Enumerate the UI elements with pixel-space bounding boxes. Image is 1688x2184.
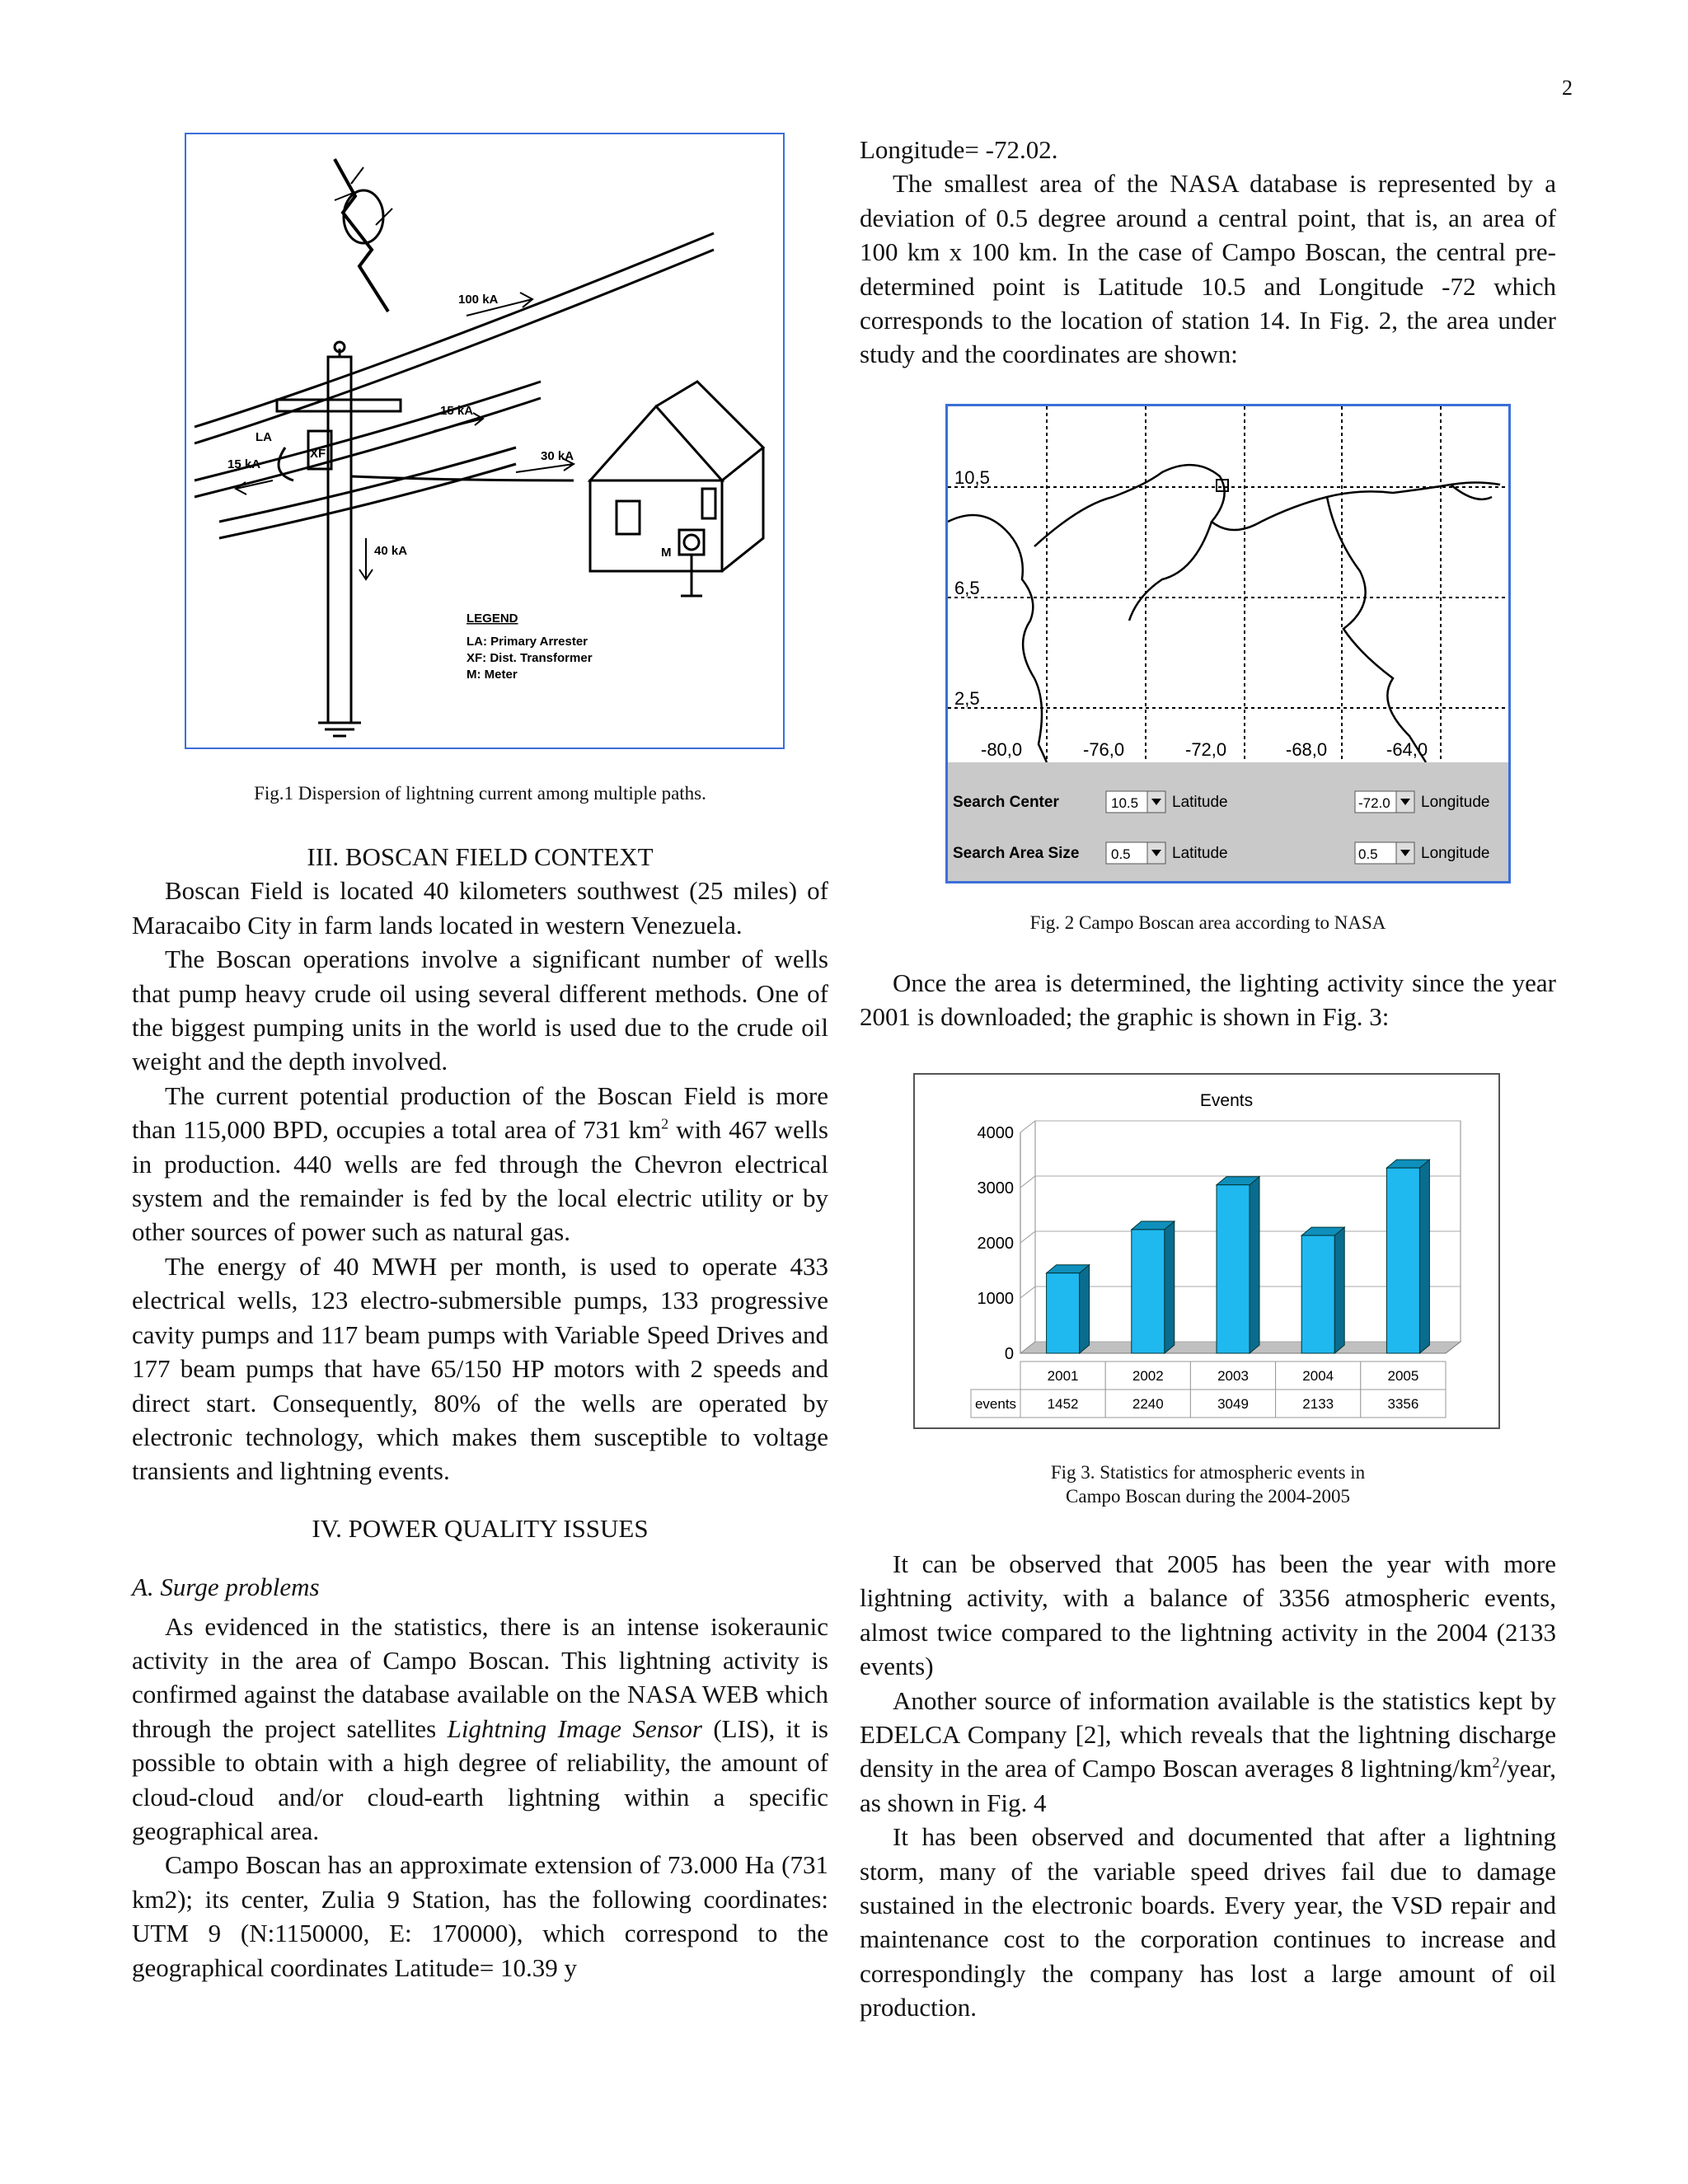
figure-3-events-chart (913, 1073, 1500, 1429)
bar (1047, 1265, 1090, 1353)
y-tick-label: 0 (1004, 1345, 1014, 1363)
paragraph: The Boscan operations involve a significant number of wells that pump heavy crude oil using several different methods. One of the biggest pumping units in the world is used due to the crude oil weight and the depth involved. (132, 944, 828, 1076)
label-xf: XF (310, 447, 326, 461)
lon-tick: -76,0 (1083, 739, 1125, 760)
figure-2-caption: Fig. 2 Campo Boscan area according to NASA (1029, 912, 1386, 933)
center-lon-value: -72.0 (1358, 795, 1390, 811)
lon-tick: -72,0 (1185, 739, 1227, 760)
lon-tick: -68,0 (1286, 739, 1328, 760)
gridline (1020, 1121, 1035, 1132)
table-row-label: events (974, 1396, 1017, 1412)
legend-title: LEGEND (467, 612, 518, 626)
y-tick-label: 2000 (977, 1235, 1014, 1253)
paragraph: It has been observed and documented that after a lightning storm, many of the variable speed drives fail due to damage sustained in the electronic boards. Every year, the VSD repair and maintenance cost to the corporation continues to increase and correspondingly the company has lost a large amount of oil production. (860, 1822, 1556, 2022)
x-category-label: 2005 (1387, 1368, 1419, 1384)
paragraph: The energy of 40 MWH per month, is used to operate 433 electrical wells, 123 electro-submersible pumps, 133 progressive cavity pumps and 117 beam pumps with Variable Speed Drives and 177 beam pumps that have 65/150 HP motors with 2 speeds and direct start. Consequently, 80% of the wells are operated by electronic technology, which makes them susceptible to voltage transients and lightning events. (132, 1251, 828, 1486)
center-lat-value: 10.5 (1111, 795, 1139, 811)
area-lat-value: 0.5 (1111, 846, 1131, 862)
search-center-label: Search Center (953, 794, 1059, 811)
subsection-heading: A. Surge problems (132, 1572, 320, 1602)
y-tick-label: 1000 (977, 1290, 1014, 1308)
legend-item: LA: Primary Arrester (467, 635, 588, 649)
x-category-label: 2001 (1047, 1368, 1079, 1384)
x-category-label: 2002 (1132, 1368, 1164, 1384)
fist-icon (344, 190, 383, 243)
figure-3-caption-line: Campo Boscan during the 2004-2005 (1066, 1486, 1350, 1507)
paragraph: Campo Boscan has an approximate extension of 73.000 Ha (731 km2); its center, Zulia 9 Station, has the following coordinates: UTM 9 (N:1150000, E: 170000), which correspond to the geographical coordinates Latitude= 10.39 y (132, 1850, 828, 1982)
search-area-label: Search Area Size (953, 845, 1080, 862)
figure-1-lightning-dispersion (185, 133, 785, 749)
x-category-label: 2003 (1217, 1368, 1249, 1384)
label-40ka: 40 kA (374, 544, 408, 558)
y-tick-label: 4000 (977, 1124, 1014, 1142)
power-line-1 (195, 233, 714, 427)
paragraph: Longitude= -72.02. (860, 135, 1058, 164)
label-15ka: 15 kA (440, 404, 474, 418)
paragraph: Boscan Field is located 40 kilometers southwest (25 miles) of Maracaibo City in farm lands located in western Venezuela. (132, 876, 828, 940)
search-panel (948, 762, 1508, 881)
figure-3-caption-line: Fig 3. Statistics for atmospheric events in (1050, 1462, 1366, 1483)
page-number: 2 (1562, 76, 1573, 100)
section-4-heading: IV. POWER QUALITY ISSUES (312, 1513, 649, 1543)
longitude-label: Longitude (1421, 845, 1490, 862)
bar (1217, 1177, 1259, 1353)
figure-1-caption: Fig.1 Dispersion of lightning current among multiple paths. (254, 783, 706, 804)
house-roof (590, 406, 722, 480)
paragraph: The smallest area of the NASA database is represented by a deviation of 0.5 degree around a central point, that is, an area of 100 km x 100 km. In the case of Campo Boscan, the central pre-determined point is Latitude 10.5 and Longitude -72 which corresponds to the location of station 14. In Fig. 2, the area under study and the coordinates are shown: (860, 169, 1556, 369)
right-column-top (860, 133, 1556, 372)
table-value: 3049 (1217, 1396, 1249, 1412)
center-lon-select[interactable] (1355, 791, 1414, 813)
label-m: M (661, 546, 672, 560)
label-30ka: 30 kA (541, 449, 574, 463)
paragraph: It can be observed that 2005 has been the year with more lightning activity, with a balance of 3356 atmospheric events, almost twice compared to the lightning activity in the 2004 (2133 events) (860, 1549, 1556, 1681)
section-3-heading: III. BOSCAN FIELD CONTEXT (307, 842, 654, 871)
lon-tick: -80,0 (981, 739, 1023, 760)
paragraph: Once the area is determined, the lighting activity since the year 2001 is downloaded; the graphic is shown in Fig. 3: (860, 968, 1556, 1032)
y-tick-label: 3000 (977, 1179, 1014, 1197)
bar (1386, 1160, 1429, 1353)
lightning-bolt-icon (335, 159, 388, 312)
right-column-mid (860, 966, 1556, 1034)
lon-tick: -64,0 (1386, 739, 1428, 760)
area-lon-value: 0.5 (1358, 846, 1378, 862)
table-value: 1452 (1047, 1396, 1079, 1412)
paragraph: As evidenced in the statistics, there is an intense isokeraunic activity in the area of Campo Boscan. This lightning activity is confirmed against the database available on the NASA WEB which through the project satellites Lightning Image Sensor (LIS), it is possible to obtain with a high degree of reliability, the amount of cloud-cloud and/or cloud-earth lightning within a specific geographical area. (132, 1611, 828, 1845)
gridline (1020, 1286, 1035, 1298)
area-lon-select[interactable] (1355, 842, 1414, 864)
x-category-label: 2004 (1302, 1368, 1334, 1384)
center-lat-select[interactable] (1106, 791, 1165, 813)
label-100ka: 100 kA (458, 293, 499, 307)
latitude-label: Latitude (1172, 845, 1228, 862)
chart-title: Events (1199, 1091, 1254, 1110)
gridline (1020, 1176, 1035, 1188)
longitude-label: Longitude (1421, 794, 1490, 811)
table-value: 3356 (1387, 1396, 1419, 1412)
table-value: 2133 (1302, 1396, 1334, 1412)
label-15ka-left: 15 kA (227, 457, 261, 471)
right-column-bottom (860, 1547, 1556, 2025)
bar (1301, 1227, 1344, 1353)
figure-3-caption (860, 1460, 1556, 1508)
legend-item: M: Meter (467, 668, 518, 682)
area-lat-select[interactable] (1106, 842, 1165, 864)
latitude-label: Latitude (1172, 794, 1228, 811)
lat-tick: 6,5 (954, 578, 980, 598)
lightning-diagram (186, 134, 783, 748)
left-column (132, 840, 828, 1985)
table-value: 2240 (1132, 1396, 1164, 1412)
gridline (1020, 1231, 1035, 1243)
paragraph: The current potential production of the Boscan Field is more than 115,000 BPD, occupies a total area of 731 $km^2$ with 467 wells in production. 440 wells are fed through the Chevron electrical system and the remainder is fed by the local electric utility or by other sources of power such as natural gas. (132, 1080, 828, 1247)
arrow-40ka (359, 538, 373, 579)
paragraph: Another source of information available is the statistics kept by EDELCA Company [2], which reveals that the lightning discharge density in the area of Campo Boscan averages 8 lightning/$km^2$/year, as shown in Fig. 4 (860, 1685, 1556, 1817)
lat-tick: 2,5 (954, 688, 980, 709)
label-la: LA (256, 430, 272, 444)
nasa-map (948, 406, 1508, 881)
lat-tick: 10,5 (954, 467, 990, 488)
figure-2-nasa-map (945, 404, 1511, 883)
bar (1132, 1221, 1175, 1353)
legend-item: XF: Dist. Transformer (467, 651, 593, 665)
bar-chart (915, 1075, 1498, 1427)
